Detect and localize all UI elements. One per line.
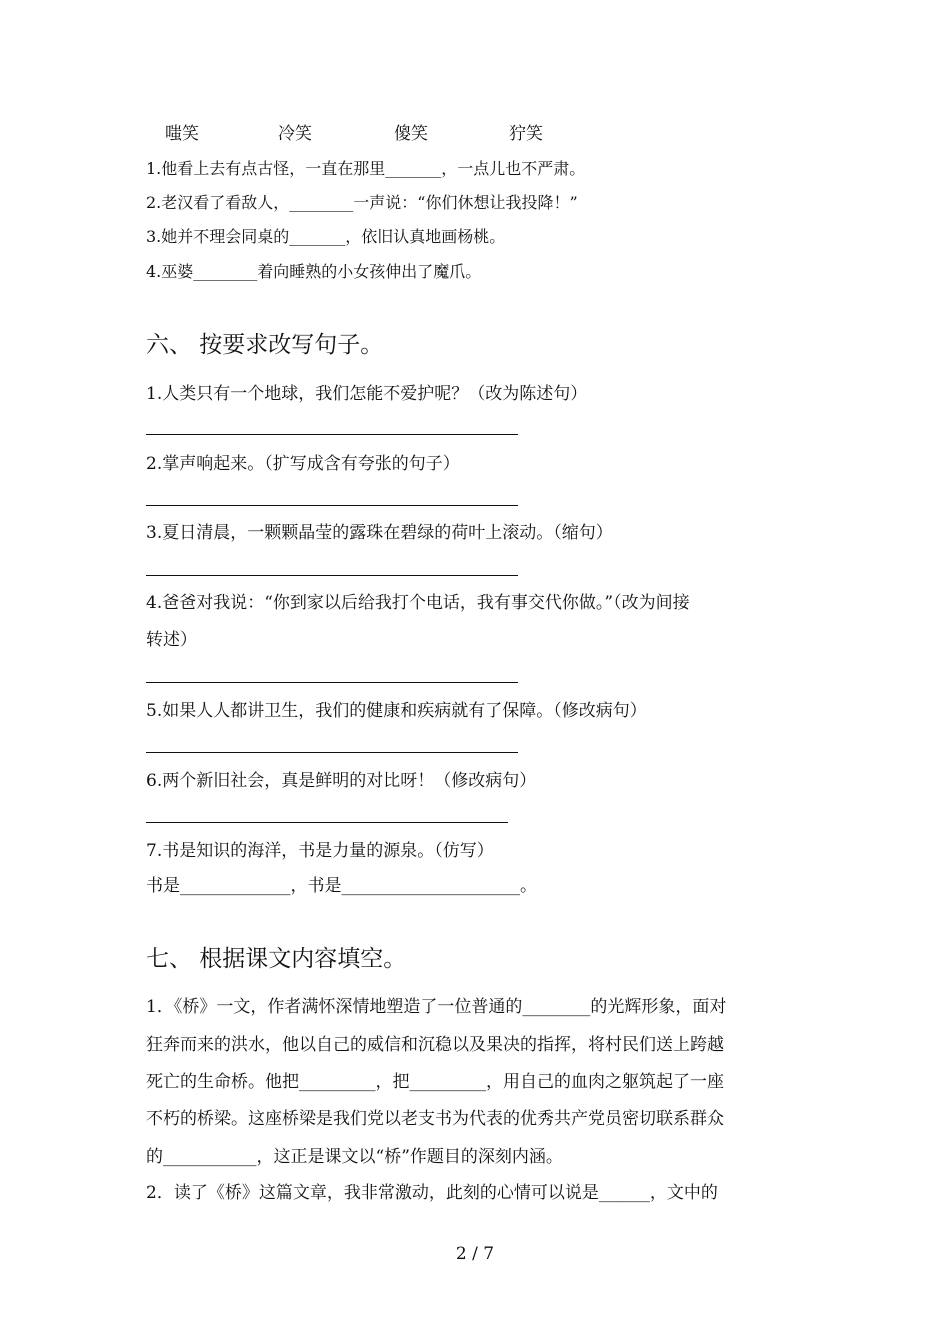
page-number: 2 / 7 [455,1244,495,1264]
answer-line[interactable] [146,505,518,506]
answer-line[interactable] [146,682,518,683]
question: 4.爸爸对我说：“你到家以后给我打个电话，我有事交代你做。”（改为间接 [146,593,690,613]
answer-line[interactable] [146,575,518,576]
word-option: 冷笑 [278,124,312,144]
paragraph-line: 2．读了《桥》这篇文章，我非常激动，此刻的心情可以说是______，文中的 [146,1183,718,1203]
answer-line[interactable] [146,752,518,753]
question: 7.书是知识的海洋，书是力量的源泉。（仿写） [146,841,494,861]
question: 3.夏日清晨，一颗颗晶莹的露珠在碧绿的荷叶上滚动。（缩句） [146,523,613,543]
word-option: 傻笑 [394,124,428,144]
section-heading: 七、 根据课文内容填空。 [146,946,407,972]
fill-item: 4.巫婆________着向睡熟的小女孩伸出了魔爪。 [146,262,482,281]
fill-item: 3.她并不理会同桌的_______，依旧认真地画杨桃。 [146,227,506,246]
word-option: 狞笑 [509,124,543,144]
question: 2.掌声响起来。（扩写成含有夸张的句子） [146,454,460,474]
answer-line[interactable] [146,434,518,435]
fill-item: 2.老汉看了看敌人，________一声说：“你们休想让我投降！” [146,193,578,212]
paragraph-line: 死亡的生命桥。他把_________，把_________，用自己的血肉之躯筑起了一座 [146,1072,724,1092]
word-option: 嗤笑 [165,124,199,144]
question: 5.如果人人都讲卫生，我们的健康和疾病就有了保障。（修改病句） [146,701,647,721]
paragraph-line: 的___________，这正是课文以“桥”作题目的深刻内涵。 [146,1147,563,1167]
question-continued: 转述） [146,630,197,650]
paragraph-line: 狂奔而来的洪水，他以自己的威信和沉稳以及果决的指挥，将村民们送上跨越 [146,1035,724,1055]
paragraph-line: 不朽的桥梁。这座桥梁是我们党以老支书为代表的优秀共产党员密切联系群众 [146,1109,724,1129]
imitation-fill: 书是_____________，书是_____________________。 [146,876,537,896]
answer-line[interactable] [146,822,508,823]
fill-item: 1.他看上去有点古怪，一直在那里_______，一点儿也不严肃。 [146,159,586,178]
question: 1.人类只有一个地球，我们怎能不爱护呢？（改为陈述句） [146,384,588,404]
paragraph-line: 1．《桥》一文，作者满怀深情地塑造了一位普通的________的光辉形象，面对 [146,997,727,1017]
word-bank [0,123,950,145]
question: 6.两个新旧社会，真是鲜明的对比呀！（修改病句） [146,771,537,791]
section-heading: 六、 按要求改写句子。 [146,332,384,358]
